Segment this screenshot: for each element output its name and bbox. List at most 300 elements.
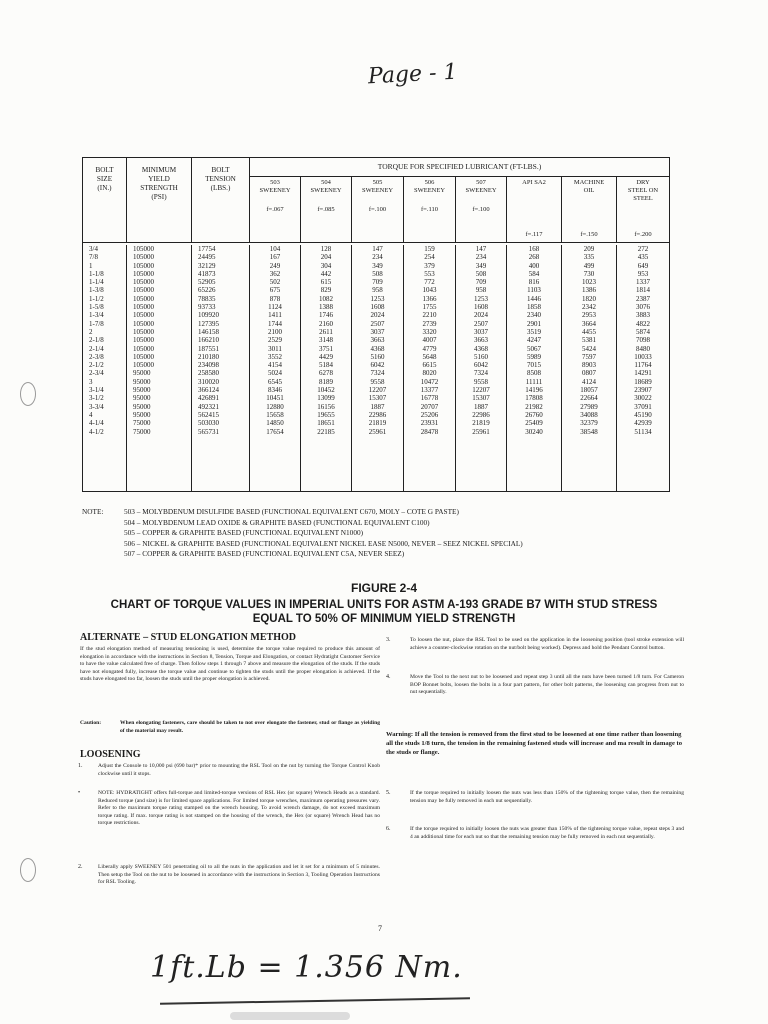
table-cell: 234 xyxy=(475,253,487,262)
table-cell: 8189 xyxy=(319,377,333,386)
note-item: 503 – MOLYBDENUM DISULFIDE BASED (FUNCTIONAL EQUIVALENT C670, MOLY – COTE G PASTE) xyxy=(124,507,459,516)
table-cell: 615 xyxy=(320,278,332,287)
table-cell: 93733 xyxy=(198,303,216,312)
note-item: 507 – COPPER & GRAPHITE BASED (FUNCTIONAL EQUIVALENT C5A, NEVER SEEZ) xyxy=(124,549,405,558)
table-cell: 2901 xyxy=(527,319,541,328)
table-body xyxy=(83,243,669,491)
loosening-step-6: If the torque required to initially loosen the nuts was greater than 150% of the tightening torque value, repeat steps 3 and 4 an additional time for each nut so that the remaining tension may be fully removed in each nut sequentially. xyxy=(410,826,684,840)
table-cell: 335 xyxy=(583,253,595,262)
table-cell: 4247 xyxy=(527,336,541,345)
table-cell: 1388 xyxy=(319,303,333,312)
table-cell: 95000 xyxy=(133,410,151,419)
table-cell: 105000 xyxy=(133,261,154,270)
table-cell: 3751 xyxy=(319,344,333,353)
table-cell: 2100 xyxy=(268,327,282,336)
header-lube-507 xyxy=(456,176,507,242)
table-cell: 14291 xyxy=(634,369,652,378)
table-cell: 772 xyxy=(424,278,435,287)
table-cell: 95000 xyxy=(133,394,151,403)
handwritten-page-label: Page - 1 xyxy=(367,59,459,90)
header-lube-503 xyxy=(250,176,301,242)
table-cell: 1-7/8 xyxy=(89,319,104,328)
lube-friction: f=.085 xyxy=(317,206,335,213)
table-cell: 7015 xyxy=(527,361,541,370)
table-cell: 1858 xyxy=(527,303,541,312)
table-cell: 105000 xyxy=(133,352,154,361)
loosening-step-3: To loosen the nut, place the RSL Tool to be used on the application in the loosening position (tool stroke extension will achieve a counter-clockwise rotation on the nut/bolt being worked). Depress and hold the Pendant Control button. xyxy=(410,637,684,651)
table-cell: 709 xyxy=(372,278,383,287)
table-cell: 30022 xyxy=(634,394,652,403)
table-cell: 210180 xyxy=(198,352,219,361)
lube-name: 507 xyxy=(476,179,486,186)
table-cell: 95000 xyxy=(133,386,151,395)
table-cell: 2-1/2 xyxy=(89,361,104,370)
lube-name: MACHINE OIL xyxy=(573,179,605,194)
table-cell: 3148 xyxy=(319,336,333,345)
table-cell: 508 xyxy=(475,269,487,278)
column-api-sa2 xyxy=(507,245,562,491)
table-cell: 2953 xyxy=(582,311,596,320)
table-cell: 2-1/8 xyxy=(89,336,104,345)
table-cell: 2387 xyxy=(636,294,650,303)
table-cell: 234098 xyxy=(198,361,219,370)
table-cell: 14850 xyxy=(266,419,284,428)
table-cell: 105000 xyxy=(133,245,154,253)
table-cell: 3663 xyxy=(474,336,488,345)
table-cell: 9558 xyxy=(474,377,488,386)
note-item: 505 – COPPER & GRAPHITE BASED (FUNCTIONAL EQUIVALENT N1000) xyxy=(124,528,364,537)
lube-name: 504 xyxy=(321,179,331,186)
table-cell: 5381 xyxy=(582,336,596,345)
table-cell: 1023 xyxy=(582,278,596,287)
step-number: 1. xyxy=(78,763,83,769)
table-cell: 7324 xyxy=(474,369,488,378)
header-yield xyxy=(127,158,192,242)
table-cell: 21982 xyxy=(525,402,543,411)
table-cell: 0807 xyxy=(582,369,596,378)
table-cell: 10472 xyxy=(420,377,439,386)
table-cell: 3663 xyxy=(370,336,385,345)
table-cell: 508 xyxy=(372,269,383,278)
table-cell: 310020 xyxy=(198,377,219,386)
punch-hole xyxy=(20,382,36,406)
table-cell: 147 xyxy=(475,245,487,253)
table-cell: 1-1/8 xyxy=(89,269,104,278)
table-cell: 6278 xyxy=(319,369,333,378)
table-cell: 105000 xyxy=(133,294,154,303)
table-cell: 349 xyxy=(475,261,487,270)
table-cell: 7098 xyxy=(636,336,650,345)
column-machine-oil xyxy=(562,245,617,491)
table-cell: 2024 xyxy=(370,311,385,320)
header-text: (PSI) xyxy=(151,193,167,201)
section-heading-loosening: LOOSENING xyxy=(80,749,141,760)
table-cell: 159 xyxy=(424,245,435,253)
table-cell: 8346 xyxy=(268,386,282,395)
table-cell: 105000 xyxy=(133,269,154,278)
table-cell: 553 xyxy=(424,269,435,278)
figure-title: FIGURE 2-4 xyxy=(350,581,417,595)
table-cell: 362 xyxy=(269,269,281,278)
step-number: 2. xyxy=(78,864,83,870)
header-text: BOLT xyxy=(211,166,230,174)
table-cell: 1-5/8 xyxy=(89,303,104,312)
table-cell: 42939 xyxy=(634,419,652,428)
table-cell: 4368 xyxy=(474,344,488,353)
table-cell: 435 xyxy=(637,253,649,262)
header-lube-506 xyxy=(404,176,456,242)
table-cell: 2210 xyxy=(422,311,437,320)
table-cell: 1337 xyxy=(636,278,650,287)
table-cell: 2024 xyxy=(474,311,488,320)
table-cell: 4154 xyxy=(268,361,282,370)
table-cell: 12207 xyxy=(368,386,387,395)
table-cell: 492321 xyxy=(198,402,219,411)
table-cell: 32379 xyxy=(580,419,598,428)
loosening-step-1: Adjust the Console to 10,000 psi (690 bar)* prior to mounting the RSL Tool on the nut by turning the Torque Control Knob clockwise until it stops. xyxy=(98,763,380,777)
table-cell: 304 xyxy=(320,261,332,270)
table-cell: 730 xyxy=(583,269,595,278)
table-cell: 2-3/4 xyxy=(89,369,104,378)
table-cell: 3076 xyxy=(636,303,650,312)
table-cell: 25961 xyxy=(368,427,387,436)
table-cell: 17808 xyxy=(525,394,543,403)
table-cell: 21819 xyxy=(368,419,387,428)
table-cell: 4779 xyxy=(422,344,437,353)
table-cell: 109920 xyxy=(198,311,219,320)
table-cell: 3664 xyxy=(582,319,596,328)
table-cell: 7/8 xyxy=(89,253,98,262)
table-cell: 22986 xyxy=(472,410,490,419)
table-cell: 13377 xyxy=(420,386,439,395)
lube-sub: SWEENEY xyxy=(413,186,446,194)
table-cell: 146158 xyxy=(198,327,219,336)
table-cell: 18651 xyxy=(317,419,335,428)
table-cell: 25206 xyxy=(420,410,439,419)
table-cell: 1 xyxy=(89,261,93,270)
handwritten-underline xyxy=(160,997,470,1004)
caution-text: When elongating fasteners, care should be taken to not over elongate the fastener, stud or flange as yielding of the material may result. xyxy=(120,720,380,734)
table-cell: 5160 xyxy=(370,352,385,361)
table-cell: 18057 xyxy=(580,386,598,395)
table-cell: 105000 xyxy=(133,327,154,336)
header-lube-dry xyxy=(617,176,669,242)
table-cell: 2507 xyxy=(474,319,488,328)
table-cell: 4124 xyxy=(582,377,596,386)
table-cell: 5648 xyxy=(422,352,437,361)
table-cell: 562415 xyxy=(198,410,219,419)
table-cell: 1-3/8 xyxy=(89,286,104,295)
table-cell: 8508 xyxy=(527,369,541,378)
header-text: SIZE xyxy=(96,175,113,183)
table-cell: 584 xyxy=(528,269,540,278)
table-cell: 1043 xyxy=(422,286,437,295)
lube-friction: f=.110 xyxy=(421,206,438,213)
table-cell: 1-3/4 xyxy=(89,311,104,320)
table-cell: 26760 xyxy=(525,410,543,419)
table-cell: 7597 xyxy=(582,352,596,361)
table-cell: 22986 xyxy=(368,410,387,419)
table-cell: 10033 xyxy=(634,352,652,361)
table-cell: 442 xyxy=(320,269,332,278)
table-cell: 1386 xyxy=(582,286,596,295)
table-cell: 78835 xyxy=(198,294,216,303)
table-cell: 366124 xyxy=(198,386,219,395)
table-cell: 829 xyxy=(320,286,332,295)
table-cell: 37091 xyxy=(634,402,652,411)
header-text: (LBS.) xyxy=(210,184,231,192)
table-cell: 4429 xyxy=(319,352,333,361)
table-cell: 1103 xyxy=(527,286,541,295)
table-cell: 7324 xyxy=(370,369,385,378)
table-cell: 105000 xyxy=(133,286,154,295)
header-text: MINIMUM xyxy=(141,166,177,174)
table-cell: 379 xyxy=(424,261,435,270)
table-cell: 3037 xyxy=(370,327,385,336)
table-cell: 105000 xyxy=(133,311,154,320)
table-cell: 75000 xyxy=(133,427,151,436)
table-cell: 2611 xyxy=(319,327,333,336)
table-cell: 104 xyxy=(269,245,281,253)
table-cell: 2160 xyxy=(319,319,333,328)
table-cell: 1755 xyxy=(422,303,437,312)
table-cell: 167 xyxy=(269,253,281,262)
table-cell: 1-1/2 xyxy=(89,294,104,303)
table-cell: 675 xyxy=(269,286,281,295)
lube-friction: f=.150 xyxy=(580,231,598,238)
column-505 xyxy=(352,245,404,491)
table-cell: 349 xyxy=(372,261,383,270)
table-cell: 4455 xyxy=(582,327,596,336)
table-cell: 75000 xyxy=(133,419,151,428)
header-lube-oil xyxy=(562,176,617,242)
table-cell: 958 xyxy=(372,286,383,295)
header-text: YIELD xyxy=(148,175,170,183)
table-cell: 19655 xyxy=(317,410,335,419)
lube-friction: f=.117 xyxy=(525,231,543,238)
header-lube-505 xyxy=(352,176,404,242)
table-cell: 166210 xyxy=(198,336,219,345)
table-cell: 105000 xyxy=(133,344,154,353)
table-cell: 1253 xyxy=(474,294,488,303)
table-cell: 8020 xyxy=(422,369,437,378)
table-cell: 1608 xyxy=(474,303,488,312)
table-cell: 34088 xyxy=(580,410,598,419)
table-cell: 105000 xyxy=(133,361,154,370)
table-cell: 22664 xyxy=(580,394,598,403)
table-cell: 499 xyxy=(583,261,595,270)
table-cell: 32129 xyxy=(198,261,216,270)
lube-sub: SWEENEY xyxy=(259,186,291,194)
table-cell: 6042 xyxy=(474,361,488,370)
loosening-step-4: Move the Tool to the next nut to be loosened and repeat step 3 until all the nuts have been turned 1/8 turn. For Cameron BOP Bonnet bolts, loosen the bolts in a four part pattern, for other bolt patterns, the loosening can progress from nut to nut sequentially. xyxy=(410,674,684,696)
table-cell: 95000 xyxy=(133,377,151,386)
note-item: 506 – NICKEL & GRAPHITE BASED (FUNCTIONAL EQUIVALENT NICKEL EASE N5000, NEVER – SEEZ NICKEL SPECIAL) xyxy=(124,538,523,548)
table-cell: 105000 xyxy=(133,253,154,262)
table-cell: 23931 xyxy=(420,419,439,428)
header-torque-group: TORQUE FOR SPECIFIED LUBRICANT (FT-LBS.) xyxy=(250,158,669,177)
notes-label: NOTE: xyxy=(82,507,104,516)
table-cell: 30240 xyxy=(525,427,543,436)
table-cell: 649 xyxy=(637,261,649,270)
loosening-step-2: Liberally apply SWEENEY 501 penetrating oil to all the nuts in the application and let it set for a minimum of 5 minutes. Then setup the Tool on the nut to be loosened in accordance with the instructions in Section 3, Tooling Operation Instructions for RSL Tooling. xyxy=(98,864,380,886)
scan-smudge xyxy=(230,1012,350,1020)
table-cell: 2340 xyxy=(527,311,541,320)
table-cell: 28478 xyxy=(420,427,439,436)
column-dry-steel xyxy=(617,245,669,491)
table-cell: 1411 xyxy=(268,311,282,320)
lube-friction: f=.067 xyxy=(266,206,284,213)
table-cell: 953 xyxy=(637,269,649,278)
table-cell: 503030 xyxy=(198,419,219,428)
table-cell: 105000 xyxy=(133,278,154,287)
table-header xyxy=(83,158,669,243)
table-cell: 4822 xyxy=(636,319,650,328)
table-cell: 95000 xyxy=(133,402,151,411)
column-tension xyxy=(192,245,250,491)
table-cell: 51134 xyxy=(634,427,652,436)
table-cell: 204 xyxy=(320,253,332,262)
table-cell: 20707 xyxy=(420,402,439,411)
lube-name: 506 xyxy=(424,179,435,186)
column-506 xyxy=(404,245,456,491)
table-cell: 1366 xyxy=(422,294,437,303)
table-cell: 3 xyxy=(89,377,93,386)
table-cell: 1887 xyxy=(370,402,385,411)
header-tension xyxy=(192,158,250,242)
table-cell: 105000 xyxy=(133,303,154,312)
table-cell: 5024 xyxy=(268,369,282,378)
table-cell: 38548 xyxy=(580,427,598,436)
warning-text: Warning: If all the tension is removed from the first stud to be loosened at one time rather than loosening all the studs 1/8 turn, the tension in the remaining fastened studs will increase and ma result in damage to the studs or flange. xyxy=(386,731,683,757)
table-cell: 12880 xyxy=(266,402,284,411)
table-cell: 15307 xyxy=(368,394,387,403)
table-cell: 3552 xyxy=(268,352,282,361)
table-cell: 128 xyxy=(320,245,332,253)
table-cell: 65226 xyxy=(198,286,216,295)
table-cell: 2-1/4 xyxy=(89,344,104,353)
note-bullet: • xyxy=(78,790,81,796)
step-number: 3. xyxy=(386,637,391,643)
table-cell: 21819 xyxy=(472,419,490,428)
table-cell: 10452 xyxy=(317,386,335,395)
table-cell: 3/4 xyxy=(89,245,98,253)
lube-name: API SA2 xyxy=(522,179,546,186)
lube-friction: f=.100 xyxy=(472,206,490,213)
table-cell: 12207 xyxy=(472,386,490,395)
table-cell: 4-1/2 xyxy=(89,427,104,436)
table-cell: 1253 xyxy=(370,294,385,303)
table-cell: 4368 xyxy=(370,344,385,353)
table-cell: 816 xyxy=(528,278,540,287)
header-text: BOLT xyxy=(95,166,114,174)
table-cell: 272 xyxy=(637,245,649,253)
table-cell: 1746 xyxy=(319,311,333,320)
table-cell: 25961 xyxy=(472,427,490,436)
table-cell: 16156 xyxy=(317,402,335,411)
table-cell: 4007 xyxy=(422,336,437,345)
header-text: STRENGTH xyxy=(140,184,178,192)
table-cell: 9558 xyxy=(370,377,385,386)
table-cell: 1887 xyxy=(474,402,488,411)
table-cell: 8480 xyxy=(636,344,650,353)
table-cell: 878 xyxy=(269,294,281,303)
header-text: TENSION xyxy=(205,175,236,183)
column-yield xyxy=(127,245,192,491)
table-cell: 127395 xyxy=(198,319,219,328)
table-cell: 3-1/4 xyxy=(89,386,104,395)
table-cell: 3519 xyxy=(527,327,541,336)
lube-name: 503 xyxy=(270,179,280,186)
caution-label: Caution: xyxy=(80,720,102,726)
table-cell: 3883 xyxy=(636,311,650,320)
lube-sub: SWEENEY xyxy=(361,186,394,194)
table-cell: 234 xyxy=(372,253,383,262)
table-cell: 3-1/2 xyxy=(89,394,104,403)
table-cell: 2507 xyxy=(370,319,385,328)
table-cell: 5989 xyxy=(527,352,541,361)
header-bolt-size xyxy=(83,158,127,242)
page-number: 7 xyxy=(378,924,382,933)
table-cell: 41873 xyxy=(198,269,216,278)
table-cell: 18689 xyxy=(634,377,652,386)
column-507 xyxy=(456,245,507,491)
loosening-step-5: If the torque required to initially loosen the nuts was less than 150% of the tightening torque value, then the remaining tension may be fully removed in each nut sequentially. xyxy=(410,790,684,804)
table-cell: 5874 xyxy=(636,327,650,336)
table-cell: 24495 xyxy=(198,253,216,262)
column-503 xyxy=(250,245,301,491)
step-number: 5. xyxy=(386,790,391,796)
header-lube-api xyxy=(507,176,562,242)
table-cell: 11764 xyxy=(634,361,652,370)
table-cell: 1082 xyxy=(319,294,333,303)
table-cell: 3011 xyxy=(268,344,282,353)
table-cell: 17754 xyxy=(198,245,216,253)
table-cell: 2739 xyxy=(422,319,437,328)
table-cell: 258580 xyxy=(198,369,219,378)
table-cell: 4-1/4 xyxy=(89,419,104,428)
table-cell: 1-1/4 xyxy=(89,278,104,287)
punch-hole xyxy=(20,858,36,882)
table-cell: 1124 xyxy=(268,303,282,312)
table-cell: 2529 xyxy=(268,336,282,345)
table-cell: 22185 xyxy=(317,427,335,436)
table-cell: 268 xyxy=(528,253,540,262)
lube-name: 505 xyxy=(372,179,383,186)
table-cell: 3-3/4 xyxy=(89,402,104,411)
table-cell: 23907 xyxy=(634,386,652,395)
table-cell: 1814 xyxy=(636,286,650,295)
table-cell: 6042 xyxy=(370,361,385,370)
table-cell: 3037 xyxy=(474,327,488,336)
table-cell: 52905 xyxy=(198,278,216,287)
table-cell: 565731 xyxy=(198,427,219,436)
table-cell: 17654 xyxy=(266,427,284,436)
column-504 xyxy=(301,245,352,491)
table-cell: 400 xyxy=(528,261,540,270)
table-cell: 2 xyxy=(89,327,93,336)
table-cell: 5184 xyxy=(319,361,333,370)
table-cell: 5424 xyxy=(582,344,596,353)
table-cell: 254 xyxy=(424,253,435,262)
handwritten-conversion-note: 1ft.Lb = 1.356 Nm. xyxy=(150,950,463,985)
table-cell: 15658 xyxy=(266,410,284,419)
table-cell: 16778 xyxy=(420,394,439,403)
table-cell: 11111 xyxy=(525,377,543,386)
table-cell: 105000 xyxy=(133,319,154,328)
table-cell: 147 xyxy=(372,245,383,253)
column-bolt-size xyxy=(83,245,127,491)
